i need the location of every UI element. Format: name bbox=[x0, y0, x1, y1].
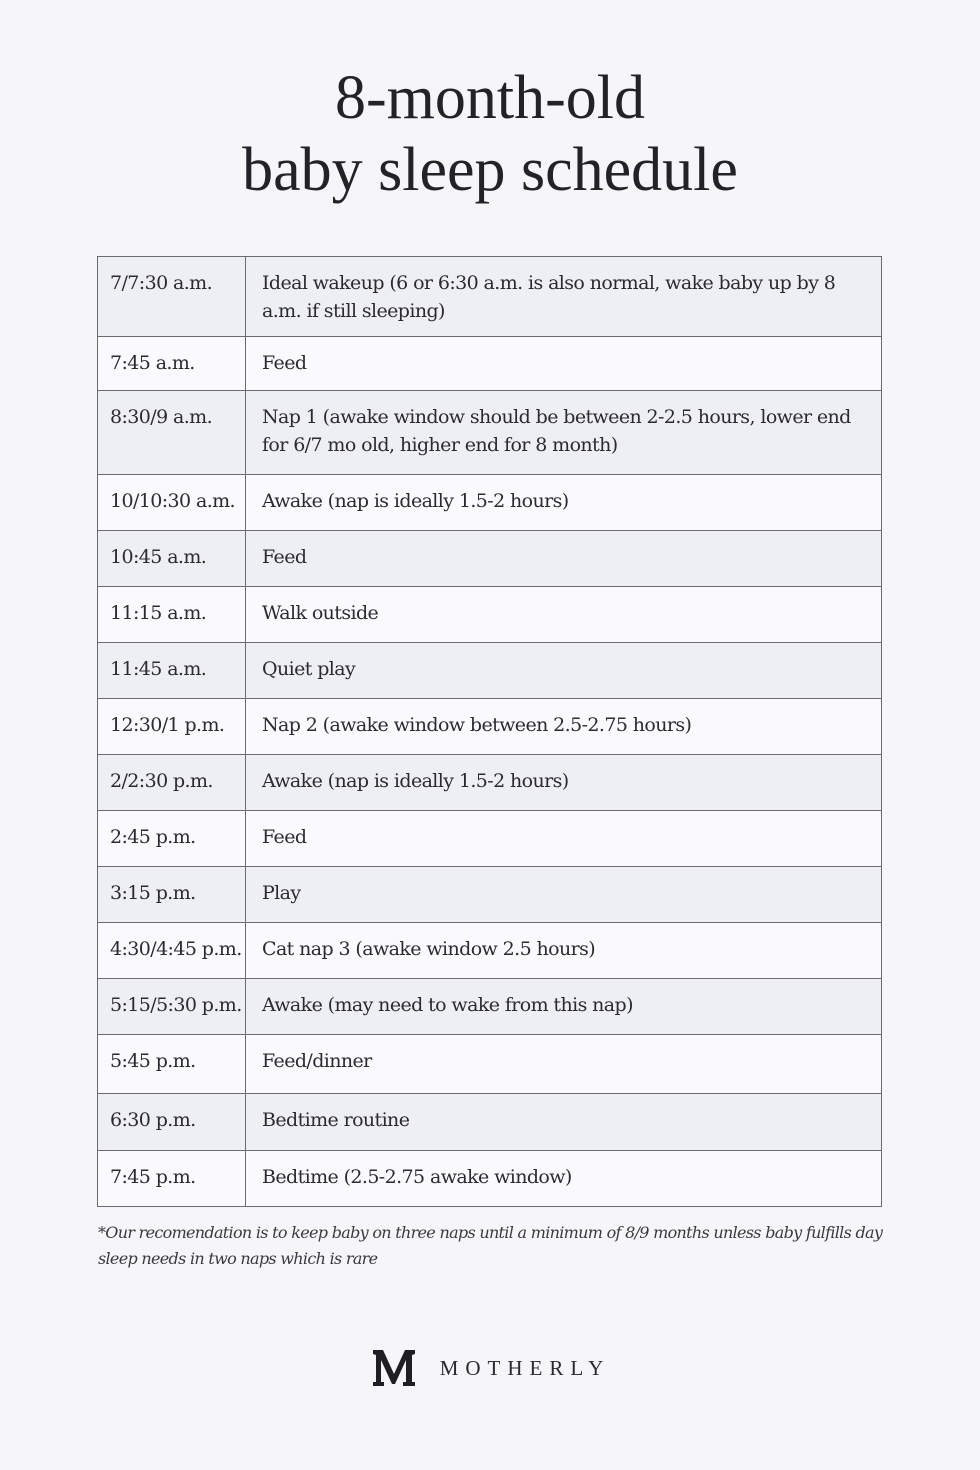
time-cell: 5:45 p.m. bbox=[98, 1035, 246, 1094]
table-row bbox=[98, 755, 882, 811]
time-cell: 11:45 a.m. bbox=[98, 643, 246, 699]
activity-cell: Nap 2 (awake window between 2.5-2.75 hours) bbox=[246, 699, 882, 755]
schedule-table bbox=[97, 256, 882, 1207]
table-row bbox=[98, 867, 882, 923]
activity-cell: Walk outside bbox=[246, 587, 882, 643]
time-cell: 4:30/4:45 p.m. bbox=[98, 923, 246, 979]
time-cell: 7:45 a.m. bbox=[98, 337, 246, 391]
time-cell: 7/7:30 a.m. bbox=[98, 257, 246, 337]
table-row bbox=[98, 531, 882, 587]
table-row bbox=[98, 811, 882, 867]
activity-cell: Bedtime routine bbox=[246, 1094, 882, 1151]
page-title-line-2: baby sleep schedule bbox=[242, 136, 738, 204]
page-title-line-1: 8-month-old bbox=[335, 64, 645, 132]
activity-cell: Awake (nap is ideally 1.5-2 hours) bbox=[246, 755, 882, 811]
time-cell: 6:30 p.m. bbox=[98, 1094, 246, 1151]
page-title bbox=[0, 62, 980, 206]
time-cell: 5:15/5:30 p.m. bbox=[98, 979, 246, 1035]
activity-cell: Feed/dinner bbox=[246, 1035, 882, 1094]
time-cell: 2/2:30 p.m. bbox=[98, 755, 246, 811]
table-row bbox=[98, 699, 882, 755]
time-cell: 12:30/1 p.m. bbox=[98, 699, 246, 755]
brand-name: MOTHERLY bbox=[439, 1355, 611, 1380]
time-cell: 2:45 p.m. bbox=[98, 811, 246, 867]
brand-footer bbox=[0, 1348, 980, 1388]
table-row bbox=[98, 475, 882, 531]
motherly-m-logo-icon bbox=[370, 1348, 418, 1388]
time-cell: 10:45 a.m. bbox=[98, 531, 246, 587]
activity-cell: Awake (nap is ideally 1.5-2 hours) bbox=[246, 475, 882, 531]
time-cell: 10/10:30 a.m. bbox=[98, 475, 246, 531]
activity-cell: Nap 1 (awake window should be between 2-2.5 hours, lower end for 6/7 mo old, higher end for 8 month) bbox=[246, 391, 882, 475]
activity-cell: Quiet play bbox=[246, 643, 882, 699]
table-row bbox=[98, 391, 882, 475]
table-row bbox=[98, 337, 882, 391]
activity-cell: Cat nap 3 (awake window 2.5 hours) bbox=[246, 923, 882, 979]
table-row bbox=[98, 923, 882, 979]
table-row bbox=[98, 1035, 882, 1094]
table-row bbox=[98, 587, 882, 643]
table-row bbox=[98, 643, 882, 699]
time-cell: 11:15 a.m. bbox=[98, 587, 246, 643]
table-row bbox=[98, 1151, 882, 1207]
activity-cell: Feed bbox=[246, 337, 882, 391]
table-row bbox=[98, 979, 882, 1035]
activity-cell: Feed bbox=[246, 531, 882, 587]
schedule-table-body bbox=[98, 257, 882, 1207]
table-row bbox=[98, 1094, 882, 1151]
table-row bbox=[98, 257, 882, 337]
time-cell: 8:30/9 a.m. bbox=[98, 391, 246, 475]
time-cell: 3:15 p.m. bbox=[98, 867, 246, 923]
activity-cell: Ideal wakeup (6 or 6:30 a.m. is also normal, wake baby up by 8 a.m. if still sleeping) bbox=[246, 257, 882, 337]
time-cell: 7:45 p.m. bbox=[98, 1151, 246, 1207]
footnote: *Our recomendation is to keep baby on three naps until a minimum of 8/9 months unless baby fulfills day sleep needs in two naps which is rare bbox=[98, 1223, 883, 1268]
activity-cell: Bedtime (2.5-2.75 awake window) bbox=[246, 1151, 882, 1207]
activity-cell: Awake (may need to wake from this nap) bbox=[246, 979, 882, 1035]
activity-cell: Play bbox=[246, 867, 882, 923]
activity-cell: Feed bbox=[246, 811, 882, 867]
